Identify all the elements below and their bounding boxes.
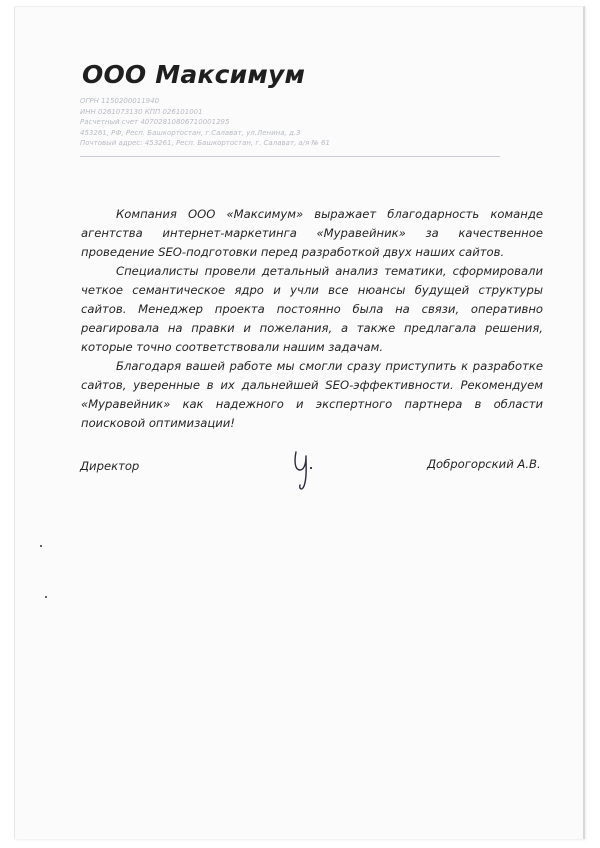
requisite-legal-address: 453261, РФ, Респ. Башкортостан, г.Салават, ул.Ленина, д.3: [80, 128, 301, 137]
company-requisites: [80, 96, 330, 149]
paper-speck: [45, 596, 47, 598]
paragraph-recommendation: Благодаря вашей работе мы смогли сразу приступить к разработке сайтов, уверенные в их дальнейшей SEO-эффективности. Рекомендуем «Муравейник» как надежного и экспертного партнера в области поисковой оптимизации!: [81, 359, 543, 430]
signer-name: Доброгорский А.В.: [427, 457, 541, 471]
paper-speck: [40, 545, 42, 547]
requisite-ogrn: ОГРН 1150200011940: [80, 97, 160, 105]
requisite-inn-kpp: ИНН 0261073130 КПП 026101001: [80, 107, 203, 116]
header-divider: [80, 156, 500, 157]
paragraph-gratitude: Компания ООО «Максимум» выражает благодарность команде агентства интернет-маркетинга «Муравейник» за качественное проведение SEO-подготовки перед разработкой двух наших сайтов.: [81, 207, 543, 259]
handwritten-signature: [278, 440, 328, 495]
signer-role: Директор: [80, 459, 140, 473]
requisite-postal-address: Почтовый адрес: 453261, Респ. Башкортостан, г. Салават, а/я № 61: [80, 139, 330, 147]
paragraph-specialists: Специалисты провели детальный анализ тематики, сформировали четкое семантическое ядро и учли все нюансы будущей структуры сайтов. Менеджер проекта постоянно была на связи, оперативно реагировала на правки и пожелания, а также предлагала решения, которые точно соответствовали нашим задачам.: [81, 264, 543, 354]
requisite-bank-account: Расчетный счет 40702810806710001295: [80, 118, 230, 126]
letter-body: [81, 205, 543, 433]
company-name: ООО Максимум: [82, 60, 306, 89]
